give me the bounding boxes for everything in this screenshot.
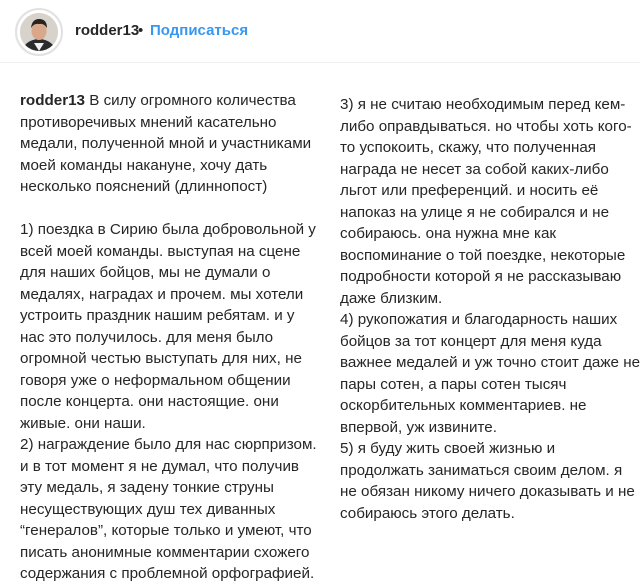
caption-blank-line bbox=[20, 198, 320, 220]
caption-line: писать анонимные комментарии схожего bbox=[20, 543, 310, 561]
caption-line: 5) я буду жить своей жизнью и bbox=[340, 440, 556, 457]
avatar[interactable] bbox=[15, 8, 63, 56]
caption-line: 1) поездка в Сирию была добровольной у bbox=[20, 221, 316, 238]
caption-line: либо оправдываться. но чтобы хоть кого- bbox=[340, 117, 632, 135]
caption-line: несколько пояснений (длиннопост) bbox=[20, 178, 268, 195]
caption-line: напоказ на улице я не собирался и не bbox=[340, 203, 610, 221]
caption-line: даже близким. bbox=[340, 289, 443, 307]
caption-line: живые. они наши. bbox=[20, 414, 146, 432]
caption-line: продолжать заниматься своим делом. я bbox=[340, 461, 623, 479]
caption-line: пары сотен, а пары сотен тысяч bbox=[340, 375, 567, 393]
caption-line: говоря уже о неформальном общении bbox=[20, 371, 291, 389]
caption-line: противоречивых мнений касательно bbox=[20, 113, 277, 131]
caption-line: эту медаль, я задену тонкие струны bbox=[20, 479, 274, 496]
caption-line: нас это получилось. для меня было bbox=[20, 328, 274, 346]
caption-line: то успокоить, скажу, что полученная bbox=[340, 139, 597, 156]
caption-left-column bbox=[20, 90, 320, 585]
caption-line: медалях, наградах и прочем. мы хотели bbox=[20, 285, 304, 303]
caption-text: В силу огромного количества bbox=[85, 92, 296, 109]
caption-line: всей моей команды. выступая на сцене bbox=[20, 242, 301, 260]
follow-button[interactable]: Подписаться bbox=[150, 22, 249, 39]
caption-line: 3) я не считаю необходимым перед кем- bbox=[340, 96, 626, 113]
caption-line: огромной честью выступать для них, не bbox=[20, 350, 302, 367]
caption-line: льгот или преференций. и носить её bbox=[340, 182, 599, 199]
caption-line: устроить праздник нашим ребятам. и у bbox=[20, 307, 295, 324]
caption-line: собираюсь. она нужна мне как bbox=[340, 225, 557, 242]
caption-line: бойцов за тот концерт для меня куда bbox=[340, 332, 602, 350]
caption-line: 4) рукопожатия и благодарность наших bbox=[340, 311, 618, 328]
person-photo-icon bbox=[20, 13, 58, 51]
caption-line: несуществующих душ тех диванных bbox=[20, 500, 276, 518]
caption-line: оскорбительных комментариев. не bbox=[340, 397, 587, 414]
caption-line: после концерта. они настоящие. они bbox=[20, 393, 279, 410]
caption-line: воспоминание о той поездке, некоторые bbox=[340, 246, 626, 264]
post-header bbox=[0, 0, 640, 63]
caption-line: для наших бойцов, мы не думали о bbox=[20, 264, 271, 281]
caption-line: впервой, уж извините. bbox=[340, 418, 497, 436]
caption-line: “генералов”, которые только и умеют, что bbox=[20, 522, 312, 539]
caption-line: моей команды накануне, хочу дать bbox=[20, 156, 268, 174]
caption-right-column bbox=[340, 94, 640, 524]
caption-line: собираюсь этого делать. bbox=[340, 504, 515, 522]
username-link[interactable]: rodder13 bbox=[75, 22, 140, 39]
avatar-photo bbox=[20, 13, 58, 51]
caption-line: не обязан никому ничего доказывать и не bbox=[340, 483, 635, 500]
caption-line bbox=[20, 90, 320, 112]
caption-line: 2) награждение было для нас сюрпризом. bbox=[20, 436, 317, 453]
caption-line: содержания с проблемной орфографией. bbox=[20, 565, 315, 582]
caption-line: подробности которой я не рассказываю bbox=[340, 268, 622, 285]
caption-line: медали, полученной мной и участниками bbox=[20, 135, 312, 152]
caption-line: награда не несет за собой каких-либо bbox=[340, 160, 609, 178]
caption-line: и в тот момент я не думал, что получив bbox=[20, 457, 299, 475]
caption-author-link[interactable]: rodder13 bbox=[20, 92, 85, 109]
caption-line: важнее медалей и уж точно стоит даже не bbox=[340, 354, 640, 371]
separator-dot: • bbox=[138, 22, 144, 39]
